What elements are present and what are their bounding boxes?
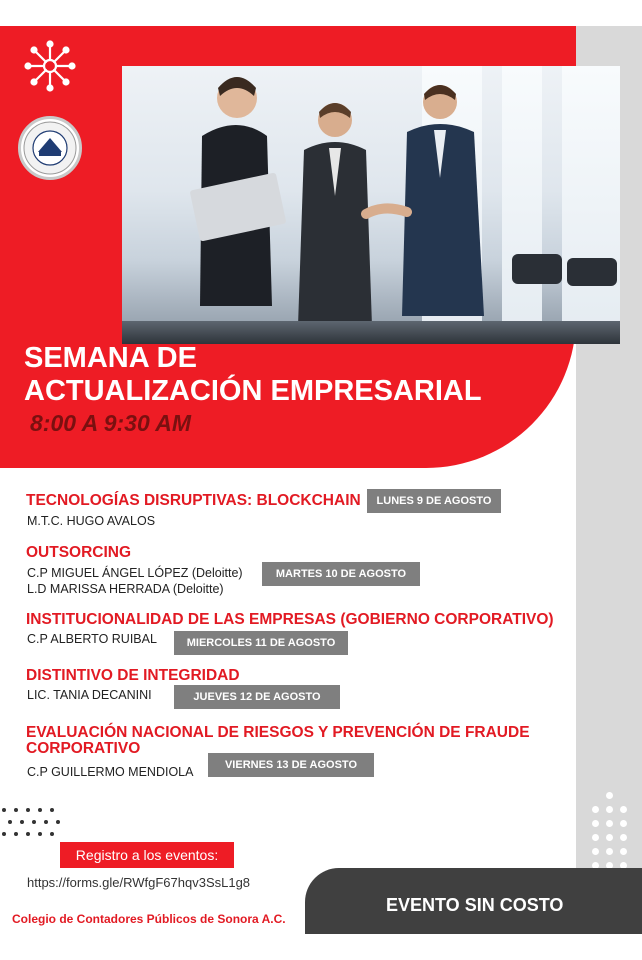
session-date-badge: VIERNES 13 DE AGOSTO [208,753,374,777]
session-speaker: L.D MARISSA HERRADA (Deloitte) [27,582,224,596]
session-speaker: C.P GUILLERMO MENDIOLA [27,765,194,779]
event-title-line2: ACTUALIZACIÓN EMPRESARIAL [24,375,482,407]
event-title-line1: SEMANA DE [24,342,197,374]
session-title: DISTINTIVO DE INTEGRIDAD [26,667,240,684]
session-title: EVALUACIÓN NACIONAL DE RIESGOS Y PREVENCIÓN DE FRAUDE [26,724,530,741]
registration-link[interactable]: https://forms.gle/RWfgF67hqv3SsL1g8 [27,875,251,890]
session-speaker: M.T.C. HUGO AVALOS [27,514,156,528]
session-date-badge: LUNES 9 DE AGOSTO [367,489,501,513]
session-speaker: C.P ALBERTO RUIBAL [27,632,157,646]
organization-logo-icon [24,40,76,92]
session-title: OUTSORCING [26,544,132,561]
session-speaker: LIC. TANIA DECANINI [27,688,152,702]
business-handshake-photo [122,66,620,344]
organization-name: Colegio de Contadores Públicos de Sonora A.C. [12,912,286,926]
chamber-seal-logo [18,116,82,180]
session-date-badge: JUEVES 12 DE AGOSTO [174,685,340,709]
session-title-continued: CORPORATIVO [26,740,141,757]
free-event-text: EVENTO SIN COSTO [386,895,564,915]
session-title: TECNOLOGÍAS DISRUPTIVAS: BLOCKCHAIN [26,492,361,509]
session-date-badge: MARTES 10 DE AGOSTO [262,562,420,586]
event-title [24,342,482,408]
event-time: 8:00 A 9:30 AM [30,410,192,436]
session-title: INSTITUCIONALIDAD DE LAS EMPRESAS (GOBIERNO CORPORATIVO) [26,611,554,628]
decorative-dots-left [2,808,66,842]
session-date-badge: MIERCOLES 11 DE AGOSTO [174,631,348,655]
session-speaker: C.P MIGUEL ÁNGEL LÓPEZ (Deloitte) [27,566,243,580]
register-events-button[interactable]: Registro a los eventos: [60,842,234,868]
